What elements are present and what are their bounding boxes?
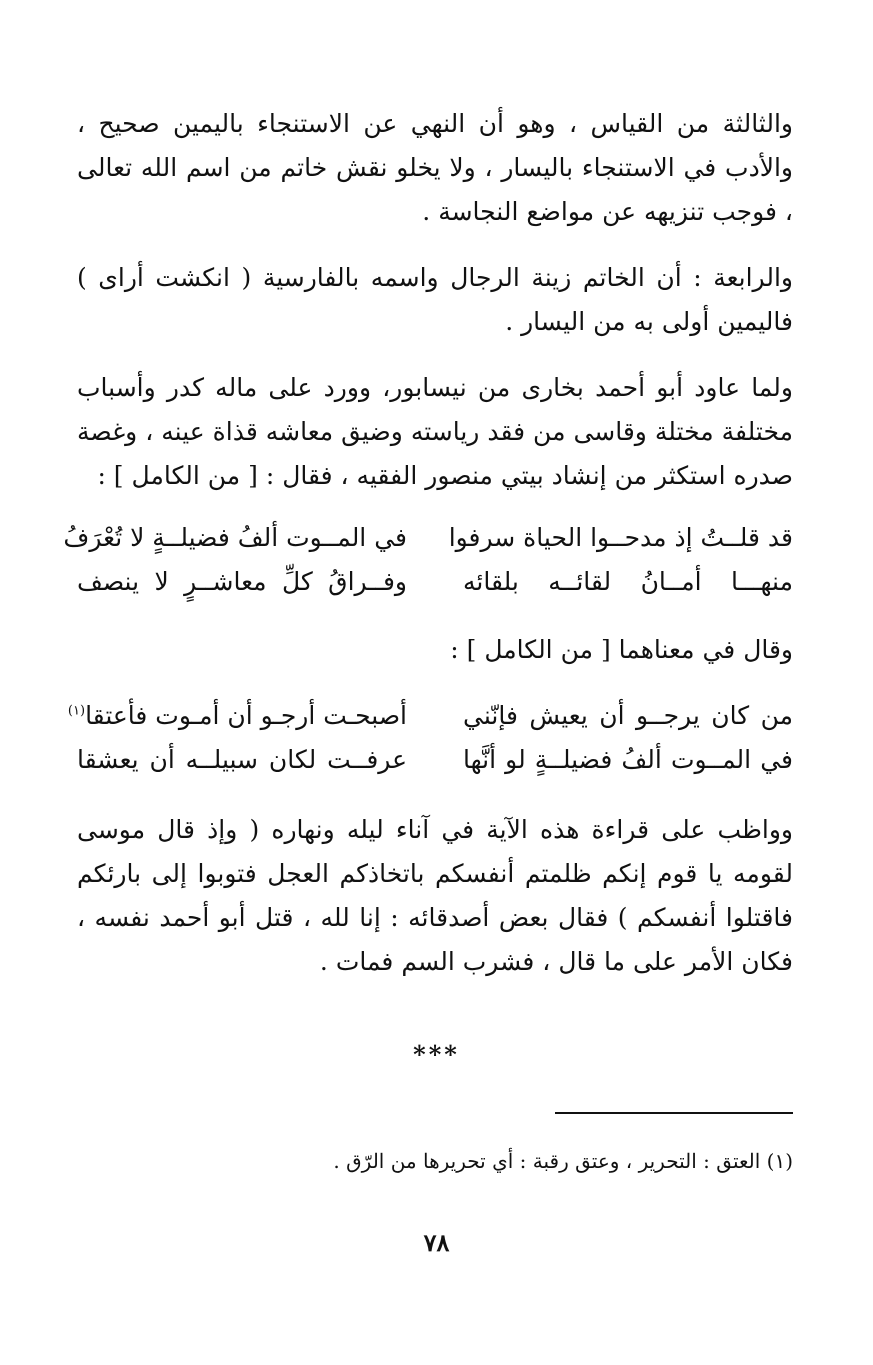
poem-two-verse-1-second-text: أصبحـت أرجـو أن أمـوت فأعتقا — [85, 701, 407, 730]
poem-two-verse-1-first-hemistich: من كان يرجــو أن يعيش فإنّني — [463, 701, 793, 730]
poem-two-verse-2-first-hemistich: في المــوت ألفُ فضيلــةٍ لو أنَّها — [463, 745, 793, 774]
paragraph-third-reason: والثالثة من القياس ، وهو أن النهي عن الاستنجاء باليمين صحيح ، والأدب في الاستنجاء باليسار ، ولا يخلو نقش خاتم من اسم الله تعالى ، فوجب تنزيهه عن مواضع النجاسة . — [77, 109, 793, 226]
footnote-reference-1: (١) — [67, 703, 86, 719]
footnote-divider — [555, 1112, 793, 1114]
page-number: ٧٨ — [423, 1228, 450, 1257]
poem-one-verse-1 — [63, 516, 793, 560]
section-separator: *** — [413, 1040, 460, 1069]
paragraph-poem-two-intro: وقال في معناهما [ من الكامل ] : — [450, 635, 793, 664]
poem-one-verse-1-first-hemistich: قد قلــتُ إذ مدحــوا الحياة سرفوا — [448, 523, 793, 552]
poem-two — [67, 694, 793, 790]
poem-one-verse-1-second-hemistich: في المــوت ألفُ فضيلــةٍ لا تُعْرَفُ — [63, 523, 407, 552]
footnote-1: (١) العتق : التحرير ، وعتق رقبة : أي تحريرها من الرّق . — [333, 1149, 793, 1173]
paragraph-abu-ahmad-return: ولما عاود أبو أحمد بخارى من نيسابور، وورد على ماله كدر وأسباب مختلفة مختلة وقاسى من فقد رياسته وضيق معاشه قذاة عينه ، وغصة صدره استكثر من إنشاد بيتي منصور الفقيه ، فقال : [ من الكامل ] : — [77, 373, 793, 490]
paragraph-verse-recitation: وواظب على قراءة هذه الآية في آناء ليله ونهاره ( وإذ قال موسى لقومه يا قوم إنكم ظلمتم أنفسكم باتخاذكم العجل فتوبوا إلى بارئكم فاقتلوا أنفسكم ) فقال بعض أصدقائه : إنا لله ، قتل أبو أحمد نفسه ، فكان الأمر على ما قال ، فشرب السم فمات . — [77, 815, 793, 976]
poem-one-verse-2-second-hemistich: وفــراقُ كلِّ معاشــرٍ لا ينصف — [77, 567, 407, 596]
poem-two-verse-1-second-hemistich — [67, 694, 407, 738]
poem-one-verse-2 — [77, 560, 793, 604]
poem-two-verse-2 — [77, 738, 793, 782]
poem-two-verse-2-second-hemistich: عرفــت لكان سبيلــه أن يعشقا — [77, 745, 407, 774]
paragraph-fourth-reason: والرابعة : أن الخاتم زينة الرجال واسمه بالفارسية ( انكشت أراى ) فاليمين أولى به من اليسار . — [77, 263, 793, 336]
poem-one — [63, 516, 793, 612]
poem-one-verse-2-first-hemistich: منهـــا أمــانُ لقائــه بلقائه — [463, 567, 793, 596]
poem-two-verse-1 — [67, 694, 793, 738]
